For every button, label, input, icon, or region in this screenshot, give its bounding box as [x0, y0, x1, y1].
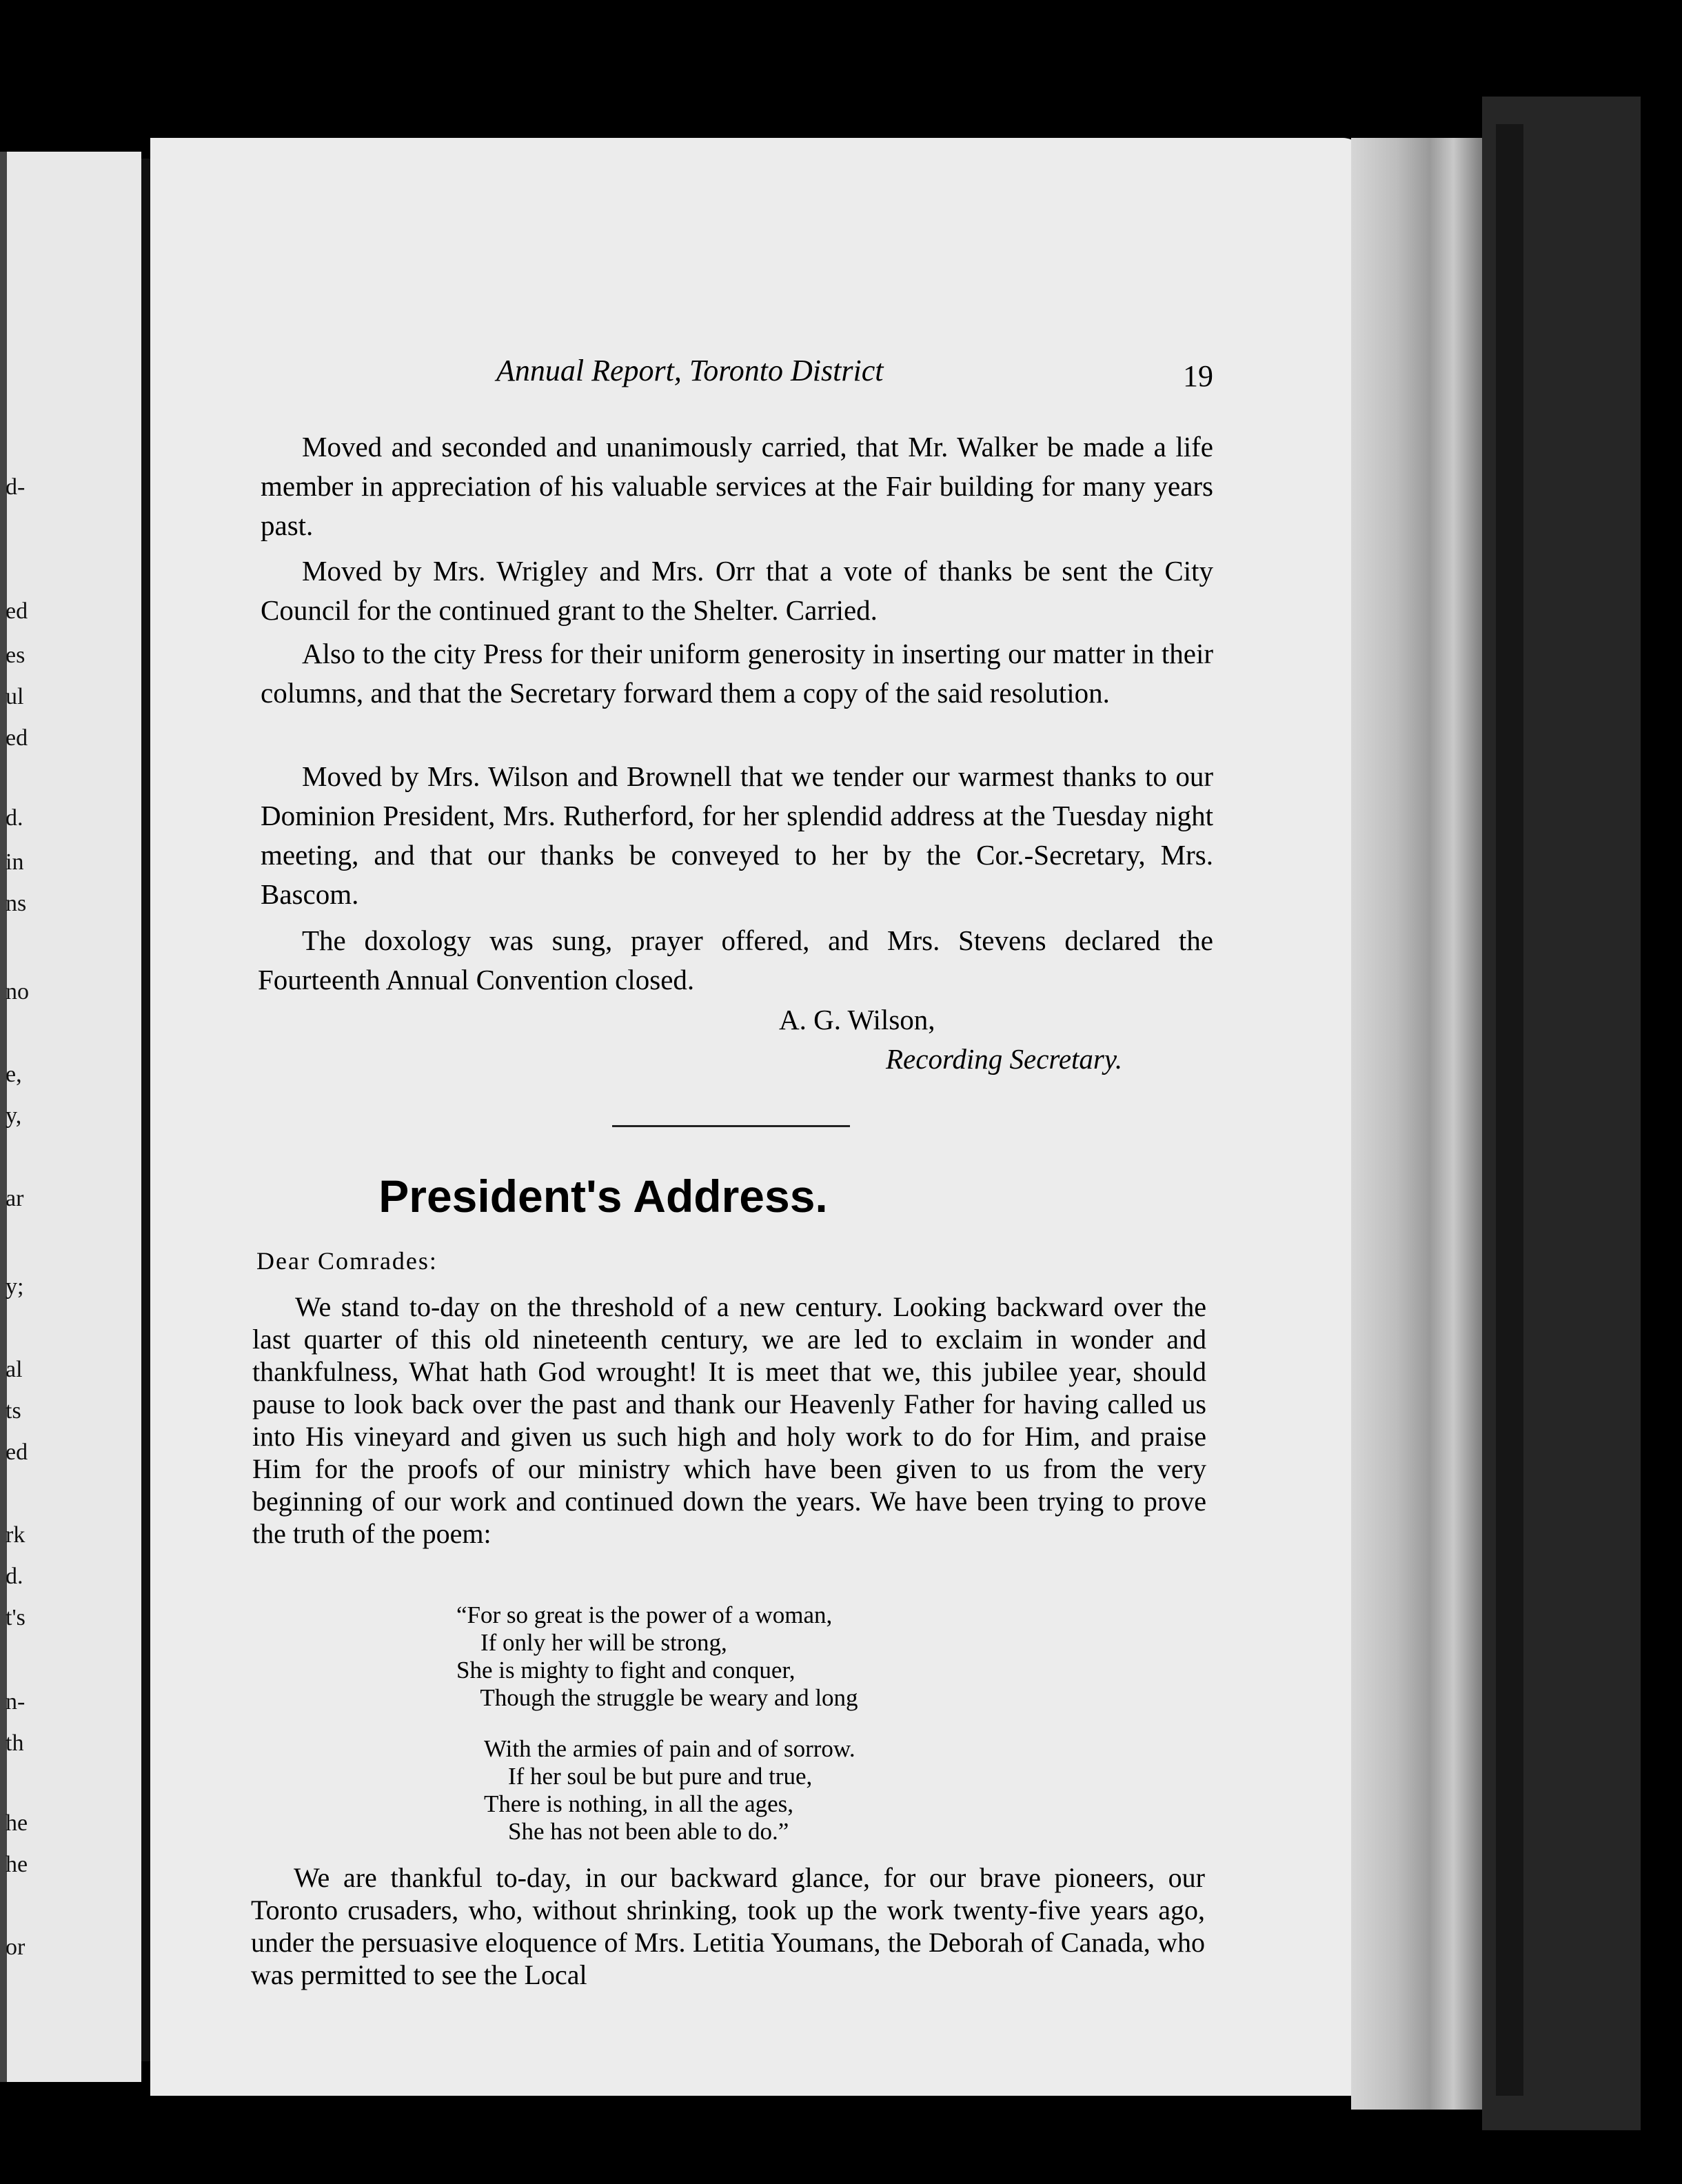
poem-stanza: With the armies of pain and of sorrow. If her soul be but pure and true, There is nothing, in all the ages, She has not been able to do.” [484, 1735, 855, 1845]
page-edges [1351, 138, 1482, 2110]
left-page-fragment: t's [6, 1605, 26, 1630]
left-page-fragment: y, [6, 1103, 22, 1129]
book-cover [1482, 97, 1641, 2130]
section-heading: President's Address. [378, 1171, 828, 1222]
left-page-fragment: he [6, 1852, 28, 1877]
minutes-paragraph: Moved by Mrs. Wrigley and Mrs. Orr that a vote of thanks be sent the City Council for the continued grant to the Shelter. Carried. [261, 555, 1213, 626]
salutation: Dear Comrades: [256, 1247, 438, 1275]
left-page-fragment: al [6, 1357, 23, 1382]
left-page-fragment: e, [6, 1062, 22, 1087]
left-page-fragment: d- [6, 474, 26, 500]
signature-title: Recording Secretary. [886, 1043, 1123, 1075]
section-divider [612, 1125, 850, 1127]
page-number: 19 [1183, 359, 1213, 393]
left-page-fragment: n- [6, 1689, 26, 1715]
left-page-fragment: ts [6, 1398, 21, 1424]
left-page-fragment: rk [6, 1522, 26, 1548]
left-page-fragment: ul [6, 684, 24, 709]
left-page-fragment: d. [6, 1564, 23, 1589]
signature-name: A. G. Wilson, [779, 1004, 935, 1035]
minutes-paragraph: The doxology was sung, prayer offered, and Mrs. Stevens declared the Fourteenth Annual Convention closed. [258, 924, 1213, 995]
left-page-fragment: ed [6, 1439, 28, 1465]
left-page-fragment: or [6, 1934, 26, 1960]
left-page-fragment: d. [6, 805, 23, 831]
running-head: Annual Report, Toronto District [496, 354, 884, 387]
left-page-fragment: ed [6, 725, 28, 751]
left-page-fragment: ns [6, 891, 27, 916]
left-page-fragment: y; [6, 1274, 24, 1300]
address-intro: We stand to-day on the threshold of a new century. Looking backward over the last quarter of this old nineteenth century, we are led to exclaim in wonder and thankfulness, What hath God wrought! It is meet that we, this jubilee year, should pause to look back over the past and thank our Heavenly Father for having called us into His vineyard and given us such high and holy work to do for Him, and praise Him for the proofs of our ministry which have been given to us from the very beginning of our work and continued down the years. We have been trying to prove the truth of the poem: [252, 1291, 1206, 1549]
cover-spine [1496, 124, 1523, 2096]
left-page-fragment: ed [6, 598, 28, 624]
left-page-fragment: es [6, 643, 26, 668]
left-page [0, 152, 141, 2082]
left-page-fragment: th [6, 1730, 24, 1756]
left-page-fragment: in [6, 849, 24, 875]
left-page-fragment: ar [6, 1186, 24, 1211]
address-closing: We are thankful to-day, in our backward glance, for our brave pioneers, our Toronto crusaders, who, without shrinking, took up the work twenty-five years ago, under the persuasive eloquence of Mrs. Letitia Youmans, the Deborah of Canada, who was permitted to see the Local [251, 1862, 1205, 1990]
minutes-paragraph: Moved and seconded and unanimously carried, that Mr. Walker be made a life member in appreciation of his valuable services at the Fair building for many years past. [261, 431, 1213, 541]
poem-stanza: “For so great is the power of a woman, If only her will be strong, She is mighty to fight and conquer, Though the struggle be weary and long [456, 1601, 858, 1711]
left-page-fragment: no [6, 979, 29, 1004]
minutes-paragraph: Also to the city Press for their uniform generosity in inserting our matter in their columns, and that the Secretary forward them a copy of the said resolution. [261, 638, 1213, 709]
left-page-fragment: he [6, 1810, 28, 1836]
minutes-paragraph: Moved by Mrs. Wilson and Brownell that we tender our warmest thanks to our Dominion President, Mrs. Rutherford, for her splendid address at the Tuesday night meeting, and that our thanks be conveyed to her by the Cor.-Secretary, Mrs. Bascom. [261, 760, 1213, 910]
